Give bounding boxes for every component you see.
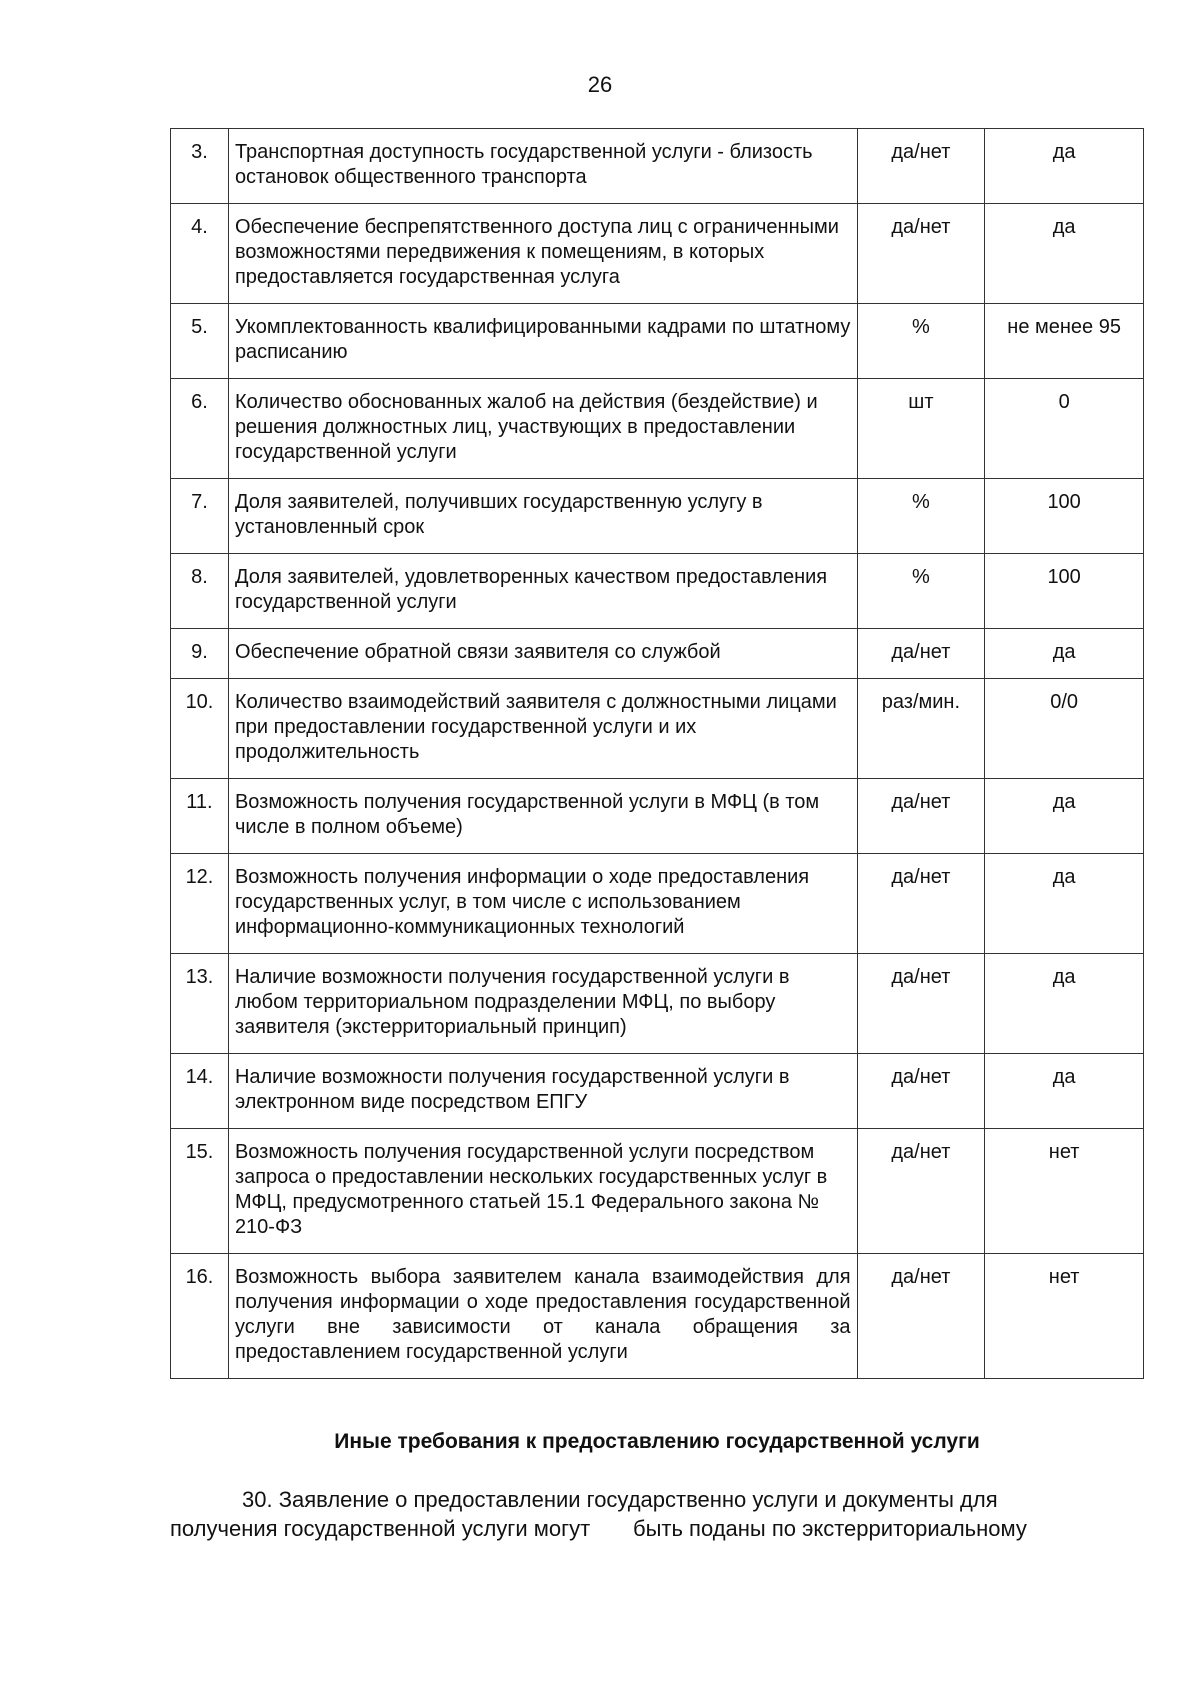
row-number: 12. bbox=[171, 854, 229, 954]
table-row bbox=[171, 1254, 1144, 1379]
paragraph-line: получения государственной услуги могут быть поданы по экстерриториальному bbox=[170, 1516, 1027, 1541]
row-number: 5. bbox=[171, 304, 229, 379]
indicator-value: да bbox=[985, 854, 1144, 954]
unit-of-measure: да/нет bbox=[857, 1054, 985, 1129]
indicator-name: Возможность получения государственной услуги в МФЦ (в том числе в полном объеме) bbox=[228, 779, 857, 854]
unit-of-measure: % bbox=[857, 479, 985, 554]
unit-of-measure: да/нет bbox=[857, 1254, 985, 1379]
table-row bbox=[171, 204, 1144, 304]
unit-of-measure: да/нет bbox=[857, 129, 985, 204]
table-row bbox=[171, 479, 1144, 554]
unit-of-measure: да/нет bbox=[857, 1129, 985, 1254]
row-number: 11. bbox=[171, 779, 229, 854]
row-number: 4. bbox=[171, 204, 229, 304]
row-number: 9. bbox=[171, 629, 229, 679]
unit-of-measure: да/нет bbox=[857, 779, 985, 854]
indicator-value: нет bbox=[985, 1129, 1144, 1254]
indicator-value: да bbox=[985, 954, 1144, 1054]
paragraph-30 bbox=[170, 1485, 1144, 1543]
unit-of-measure: да/нет bbox=[857, 854, 985, 954]
indicator-value: да bbox=[985, 1054, 1144, 1129]
indicator-name: Наличие возможности получения государственной услуги в электронном виде посредством ЕПГУ bbox=[228, 1054, 857, 1129]
row-number: 10. bbox=[171, 679, 229, 779]
indicator-name: Транспортная доступность государственной услуги - близость остановок общественного транспорта bbox=[228, 129, 857, 204]
indicator-name: Количество взаимодействий заявителя с должностными лицами при предоставлении государственной услуги и их продолжительность bbox=[228, 679, 857, 779]
indicator-value: да bbox=[985, 129, 1144, 204]
row-number: 6. bbox=[171, 379, 229, 479]
indicator-value: 0/0 bbox=[985, 679, 1144, 779]
indicator-name: Наличие возможности получения государственной услуги в любом территориальном подразделении МФЦ, по выбору заявителя (экстерриториальный принцип) bbox=[228, 954, 857, 1054]
unit-of-measure: % bbox=[857, 304, 985, 379]
row-number: 15. bbox=[171, 1129, 229, 1254]
indicator-name: Возможность получения государственной услуги посредством запроса о предоставлении нескольких государственных услуг в МФЦ, предусмотренного статьей 15.1 Федерального закона № 210-ФЗ bbox=[228, 1129, 857, 1254]
indicator-value: 100 bbox=[985, 554, 1144, 629]
section-heading: Иные требования к предоставлению государственной услуги bbox=[334, 1430, 980, 1453]
indicator-name: Обеспечение обратной связи заявителя со службой bbox=[228, 629, 857, 679]
unit-of-measure: да/нет bbox=[857, 204, 985, 304]
unit-of-measure: да/нет bbox=[857, 954, 985, 1054]
unit-of-measure: шт bbox=[857, 379, 985, 479]
table-row bbox=[171, 954, 1144, 1054]
indicator-value: 100 bbox=[985, 479, 1144, 554]
row-number: 13. bbox=[171, 954, 229, 1054]
indicator-name: Доля заявителей, получивших государственную услугу в установленный срок bbox=[228, 479, 857, 554]
table-row bbox=[171, 679, 1144, 779]
row-number: 3. bbox=[171, 129, 229, 204]
table-row bbox=[171, 129, 1144, 204]
table-row bbox=[171, 854, 1144, 954]
indicators-table bbox=[170, 128, 1144, 1379]
indicator-value: нет bbox=[985, 1254, 1144, 1379]
paragraph-line: 30. Заявление о предоставлении государственно услуги и документы для bbox=[242, 1487, 998, 1512]
indicator-name: Количество обоснованных жалоб на действия (бездействие) и решения должностных лиц, участвующих в предоставлении государственной услуги bbox=[228, 379, 857, 479]
indicator-value: да bbox=[985, 779, 1144, 854]
table-row bbox=[171, 629, 1144, 679]
row-number: 14. bbox=[171, 1054, 229, 1129]
indicator-value: да bbox=[985, 629, 1144, 679]
indicator-value: да bbox=[985, 204, 1144, 304]
table-row bbox=[171, 379, 1144, 479]
indicator-name: Возможность выбора заявителем канала взаимодействия для получения информации о ходе предоставления государственной услуги вне зависимости от канала обращения за предоставлением государственной услуги bbox=[228, 1254, 857, 1379]
row-number: 7. bbox=[171, 479, 229, 554]
table-row bbox=[171, 554, 1144, 629]
indicator-value: не менее 95 bbox=[985, 304, 1144, 379]
indicator-name: Доля заявителей, удовлетворенных качеством предоставления государственной услуги bbox=[228, 554, 857, 629]
page-number: 26 bbox=[587, 72, 613, 97]
indicator-value: 0 bbox=[985, 379, 1144, 479]
row-number: 16. bbox=[171, 1254, 229, 1379]
table-row bbox=[171, 779, 1144, 854]
unit-of-measure: % bbox=[857, 554, 985, 629]
table-row bbox=[171, 1054, 1144, 1129]
unit-of-measure: да/нет bbox=[857, 629, 985, 679]
table-row bbox=[171, 1129, 1144, 1254]
table-row bbox=[171, 304, 1144, 379]
indicator-name: Укомплектованность квалифицированными кадрами по штатному расписанию bbox=[228, 304, 857, 379]
unit-of-measure: раз/мин. bbox=[857, 679, 985, 779]
indicator-name: Обеспечение беспрепятственного доступа лиц с ограниченными возможностями передвижения к помещениям, в которых предоставляется государственная услуга bbox=[228, 204, 857, 304]
row-number: 8. bbox=[171, 554, 229, 629]
indicator-name: Возможность получения информации о ходе предоставления государственных услуг, в том числе с использованием информационно-коммуникационных технологий bbox=[228, 854, 857, 954]
